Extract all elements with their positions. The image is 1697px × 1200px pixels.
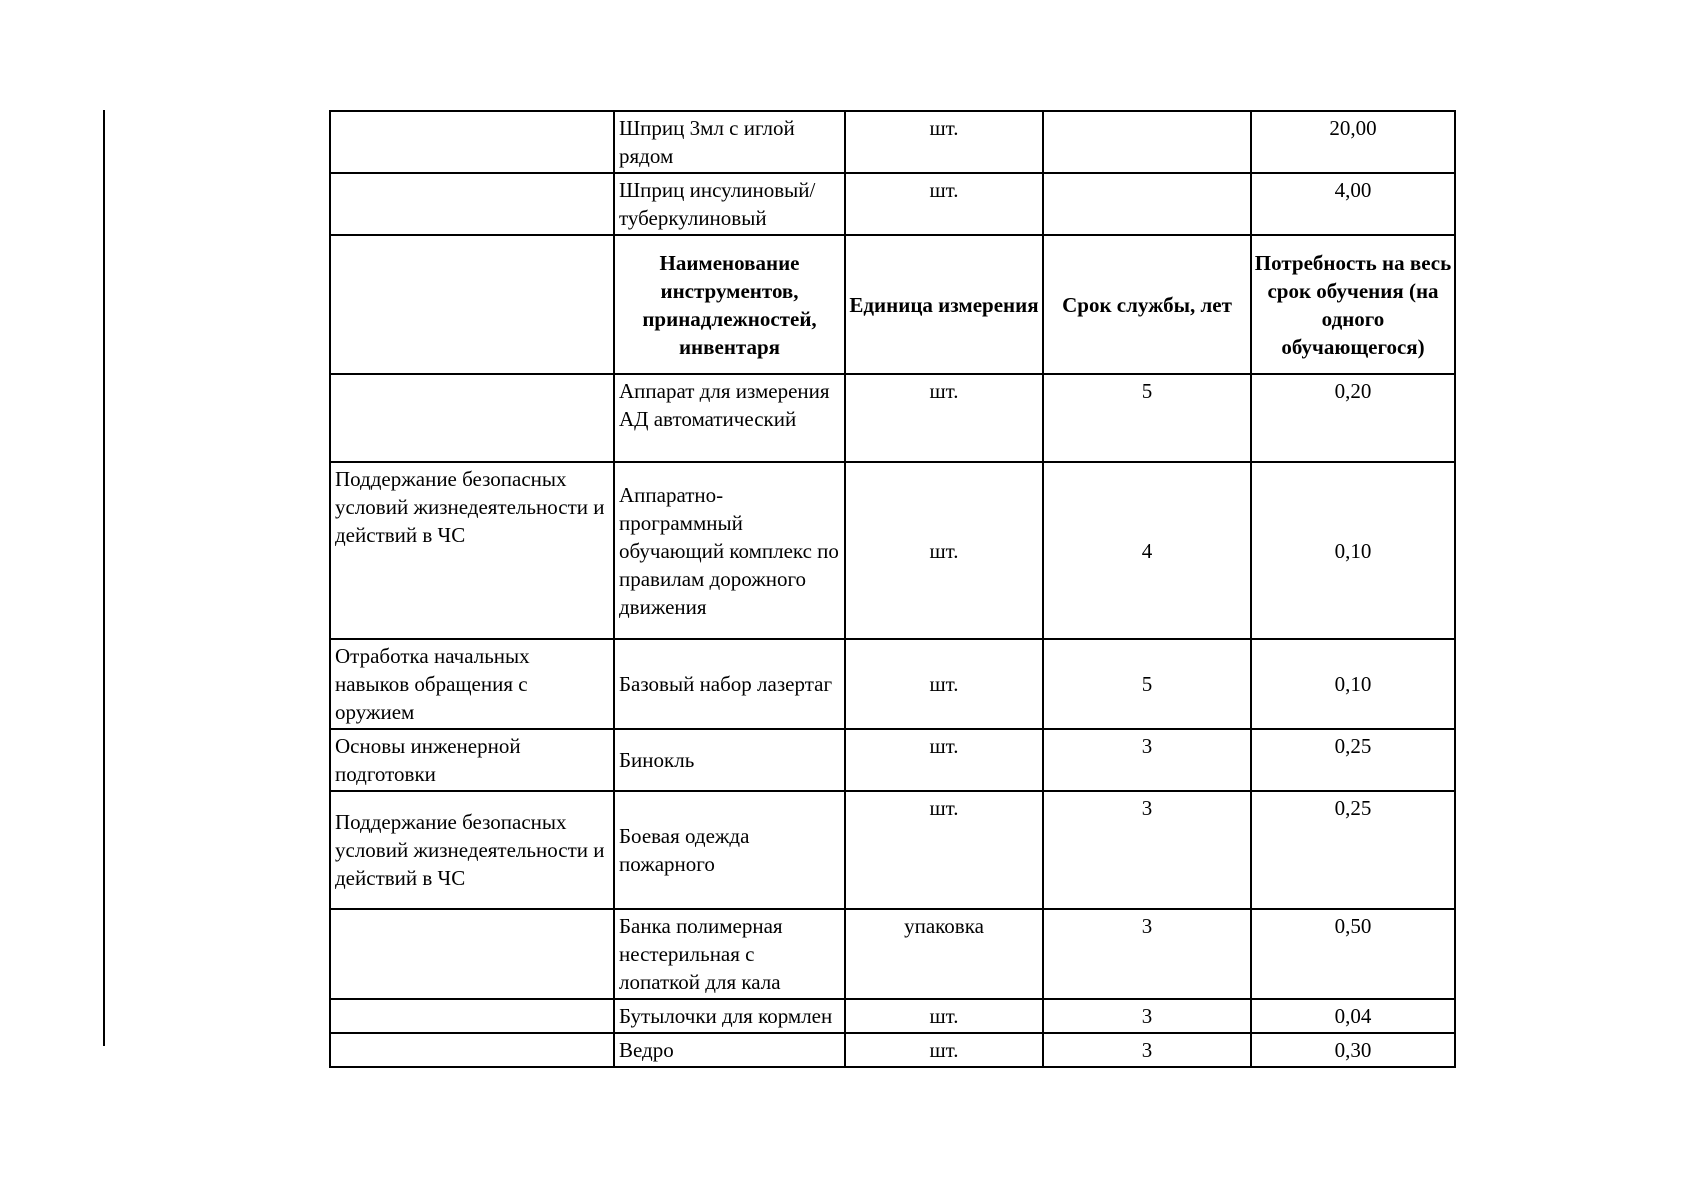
page-margin-line [103,110,105,1046]
section-cell [330,374,614,462]
table-row [330,374,1455,462]
table-row [330,999,1455,1033]
section-cell: Основы инженерной подготовки [330,729,614,791]
service-life-cell: 3 [1043,999,1251,1033]
header-empty-cell [330,235,614,374]
item-name-cell: Аппарат для измерения АД автоматический [614,374,845,462]
header-name: Наименование инструментов, принадлежностей, инвентаря [614,235,845,374]
need-cell: 0,04 [1251,999,1455,1033]
item-name-cell: Бутылочки для кормлен [614,999,845,1033]
unit-cell: шт. [845,173,1043,235]
table-row [330,729,1455,791]
unit-cell: шт. [845,462,1043,639]
need-cell: 0,10 [1251,639,1455,729]
need-cell: 0,25 [1251,791,1455,909]
table-row [330,909,1455,999]
item-name-cell: Аппаратно-программный обучающий комплекс по правилам дорожного движения [614,462,845,639]
section-cell [330,909,614,999]
item-name-cell: Банка полимерная нестерильная с лопаткой для кала [614,909,845,999]
service-life-cell: 3 [1043,729,1251,791]
item-name-cell: Базовый набор лазертаг [614,639,845,729]
unit-cell: шт. [845,374,1043,462]
section-cell: Отработка начальных навыков обращения с оружием [330,639,614,729]
unit-cell: шт. [845,791,1043,909]
header-service-life: Срок службы, лет [1043,235,1251,374]
service-life-cell: 3 [1043,909,1251,999]
table-row [330,111,1455,173]
unit-cell: упаковка [845,909,1043,999]
service-life-cell [1043,173,1251,235]
section-cell: Поддержание безопасных условий жизнедеятельности и действий в ЧС [330,791,614,909]
item-name-cell: Бинокль [614,729,845,791]
table-row [330,173,1455,235]
service-life-cell: 4 [1043,462,1251,639]
section-cell [330,999,614,1033]
table-row [330,1033,1455,1067]
need-cell: 0,20 [1251,374,1455,462]
service-life-cell [1043,111,1251,173]
need-cell: 0,50 [1251,909,1455,999]
unit-cell: шт. [845,639,1043,729]
unit-cell: шт. [845,729,1043,791]
equipment-table [329,110,1456,1068]
header-unit: Единица измерения [845,235,1043,374]
section-cell [330,111,614,173]
header-need: Потребность на весь срок обучения (на одного обучающегося) [1251,235,1455,374]
section-cell [330,173,614,235]
item-name-cell: Ведро [614,1033,845,1067]
table-row [330,639,1455,729]
need-cell: 20,00 [1251,111,1455,173]
need-cell: 0,25 [1251,729,1455,791]
need-cell: 0,30 [1251,1033,1455,1067]
table-row [330,791,1455,909]
service-life-cell: 5 [1043,374,1251,462]
table-header-row [330,235,1455,374]
service-life-cell: 3 [1043,1033,1251,1067]
service-life-cell: 3 [1043,791,1251,909]
item-name-cell: Шприц 3мл с иглой рядом [614,111,845,173]
need-cell: 0,10 [1251,462,1455,639]
item-name-cell: Шприц инсулиновый/ туберкулиновый [614,173,845,235]
need-cell: 4,00 [1251,173,1455,235]
item-name-cell: Боевая одежда пожарного [614,791,845,909]
unit-cell: шт. [845,1033,1043,1067]
table-row [330,462,1455,639]
unit-cell: шт. [845,111,1043,173]
unit-cell: шт. [845,999,1043,1033]
section-cell [330,1033,614,1067]
section-cell: Поддержание безопасных условий жизнедеятельности и действий в ЧС [330,462,614,639]
service-life-cell: 5 [1043,639,1251,729]
